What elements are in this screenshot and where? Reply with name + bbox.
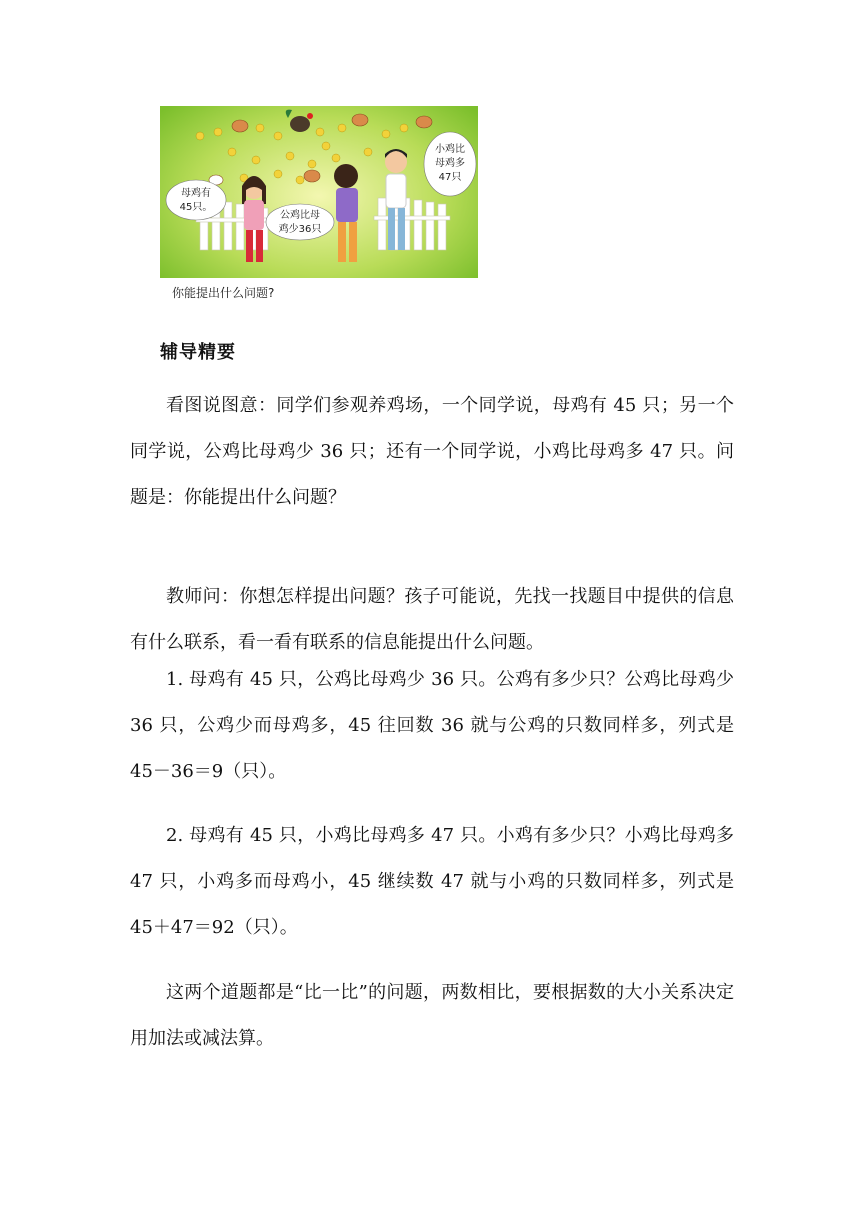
bubble-left: [166, 180, 226, 220]
bubble-middle-line2: 鸡少36只: [278, 224, 322, 235]
bubble-left-line2: 45只。: [179, 202, 213, 213]
bubble-right: [424, 132, 476, 196]
paragraph-picture-meaning: 看图说图意：同学们参观养鸡场，一个同学说，母鸡有 45 只；另一个同学说，公鸡比母鸡少 36 只；还有一个同学说，小鸡比母鸡多 47 只。问题是：你能提出什么问题？: [130, 395, 734, 508]
paragraph-teacher-question: 教师问：你想怎样提出问题？孩子可能说，先找一找题目中提供的信息有什么联系，看一看有联系的信息能提出什么问题。: [130, 586, 734, 653]
bubble-right-line2: 母鸡多: [435, 158, 465, 169]
section-heading: 辅导精要: [160, 342, 236, 363]
bubble-right-line3: 47只: [438, 172, 462, 183]
bubble-left-line1: 母鸡有: [181, 188, 211, 199]
bubble-right-line1: 小鸡比: [435, 144, 465, 155]
bubble-middle-line1: 公鸡比母: [280, 210, 320, 221]
chicken-farm-scene: [160, 106, 478, 306]
paragraph-example-1: 1. 母鸡有 45 只，公鸡比母鸡少 36 只。公鸡有多少只？公鸡比母鸡少 36 只，公鸡少而母鸡多，45 往回数 36 就与公鸡的只数同样多，列式是 45－36＝9（只）。: [130, 669, 734, 782]
bubble-middle: [266, 204, 334, 240]
paragraph-example-2: 2. 母鸡有 45 只，小鸡比母鸡多 47 只。小鸡有多少只？小鸡比母鸡多 47 只，小鸡多而母鸡小，45 继续数 47 就与小鸡的只数同样多，列式是 45＋47＝92（只）。: [130, 825, 734, 938]
paragraph-summary: 这两个道题都是“比一比”的问题，两数相比，要根据数的大小关系决定用加法或减法算。: [130, 982, 734, 1049]
illustration-caption: 你能提出什么问题?: [172, 286, 275, 300]
textbook-illustration: [160, 106, 478, 306]
